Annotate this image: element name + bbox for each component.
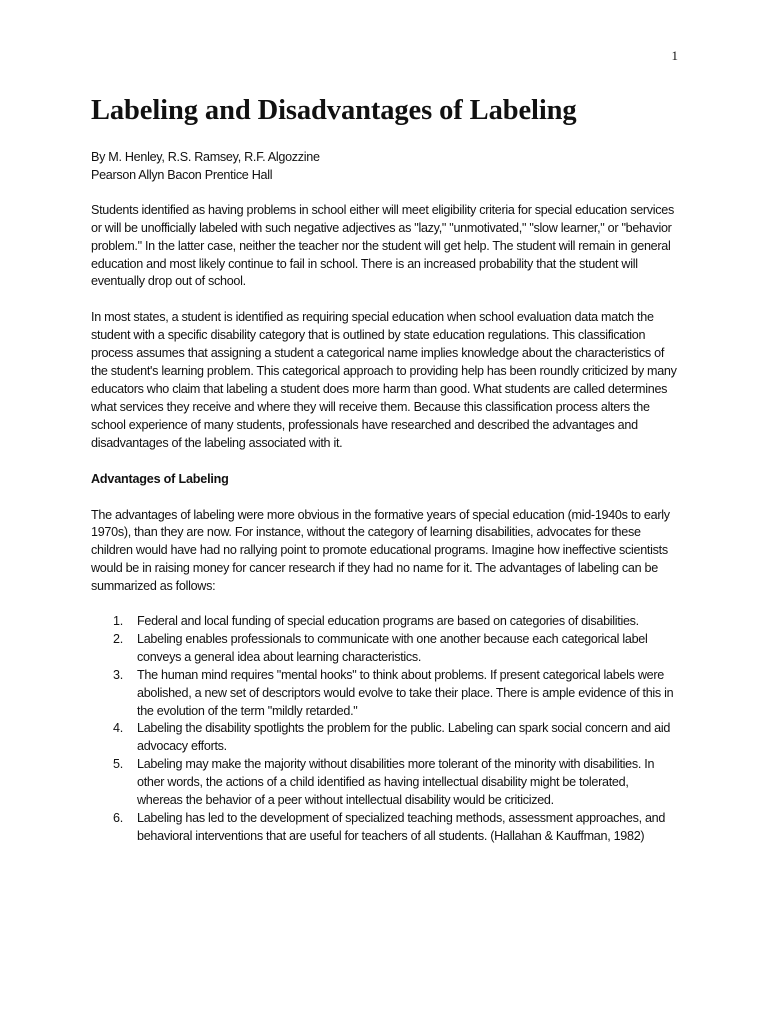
- list-item: [91, 720, 677, 756]
- list-item: [91, 631, 677, 667]
- list-item-number: 4.: [113, 721, 123, 736]
- page-number: 1: [671, 48, 678, 63]
- list-item: [91, 667, 677, 721]
- list-item-text: Labeling has led to the development of specialized teaching methods, assessment approaches, and behavioral interventions that are useful for teachers of all students. (Hallahan & Kauffman, 1982): [137, 811, 666, 843]
- paragraph-classification: In most states, a student is identified as requiring special education when school evaluation data match the student with a specific disability category that is outlined by state education regulations. This classification process assumes that assigning a student a categorical name implies knowledge about the characteristics of the student's learning problem. This categorical approach to providing help has been roundly criticized by many educators who claim that labeling a student does more harm than good. What students are called determines what services they receive and where they will receive them. Because this classification process alters the school experience of many students, professionals have researched and described the advantages and disadvantages of the labeling associated with it.: [91, 310, 677, 450]
- list-item-text: Labeling the disability spotlights the problem for the public. Labeling can spark social concern and aid advocacy efforts.: [137, 721, 671, 754]
- list-item-number: 5.: [113, 757, 123, 772]
- byline-publisher: Pearson Allyn Bacon Prentice Hall: [91, 167, 273, 182]
- section-heading-advantages: Advantages of Labeling: [91, 471, 229, 486]
- list-item-number: 2.: [113, 631, 123, 646]
- paragraph-advantages-intro: The advantages of labeling were more obvious in the formative years of special education (mid-1940s to early 1970s), than they are now. For instance, without the category of learning disabilities, advocates for these children would have had no rallying point to promote educational programs. Imagine how ineffective scientists would be in raising money for cancer research if they had no name for it. The advantages of labeling can be summarized as follows:: [91, 507, 670, 594]
- list-item-text: The human mind requires "mental hooks" to think about problems. If present categorical labels were abolished, a new set of descriptors would evolve to take their place. There is ample evidence of this in the evolution of the term "mildly retarded.": [137, 667, 674, 718]
- list-item-number: 1.: [113, 614, 123, 629]
- list-item-text: Labeling may make the majority without disabilities more tolerant of the minority with disabilities. In other words, the actions of a child identified as having intellectual disability might be tolerated, whereas the behavior of a peer without intellectual disability would be criticized.: [137, 757, 655, 808]
- list-item-text: Labeling enables professionals to communicate with one another because each categorical label conveys a general idea about learning characteristics.: [137, 631, 648, 664]
- list-item-number: 3.: [113, 667, 123, 682]
- document-title: Labeling and Disadvantages of Labeling: [91, 95, 577, 126]
- byline: [91, 149, 677, 185]
- advantages-list: [91, 613, 677, 846]
- byline-authors: By M. Henley, R.S. Ramsey, R.F. Algozzine: [91, 150, 320, 164]
- list-item: [91, 756, 677, 810]
- list-item: [91, 810, 677, 846]
- list-item-text: Federal and local funding of special education programs are based on categories of disabilities.: [137, 614, 639, 629]
- document-body: [91, 92, 677, 846]
- list-item: [91, 613, 677, 631]
- list-item-number: 6.: [113, 811, 123, 825]
- paragraph-intro: Students identified as having problems in school either will meet eligibility criteria for special education services or will be unofficially labeled with such negative adjectives as "lazy," "unmotivated," "slow learner," or "behavior problem." In the latter case, neither the teacher nor the student will get help. The student will remain in general education and most likely continue to fail in school. There is an increased probability that the student will eventually drop out of school.: [91, 202, 674, 289]
